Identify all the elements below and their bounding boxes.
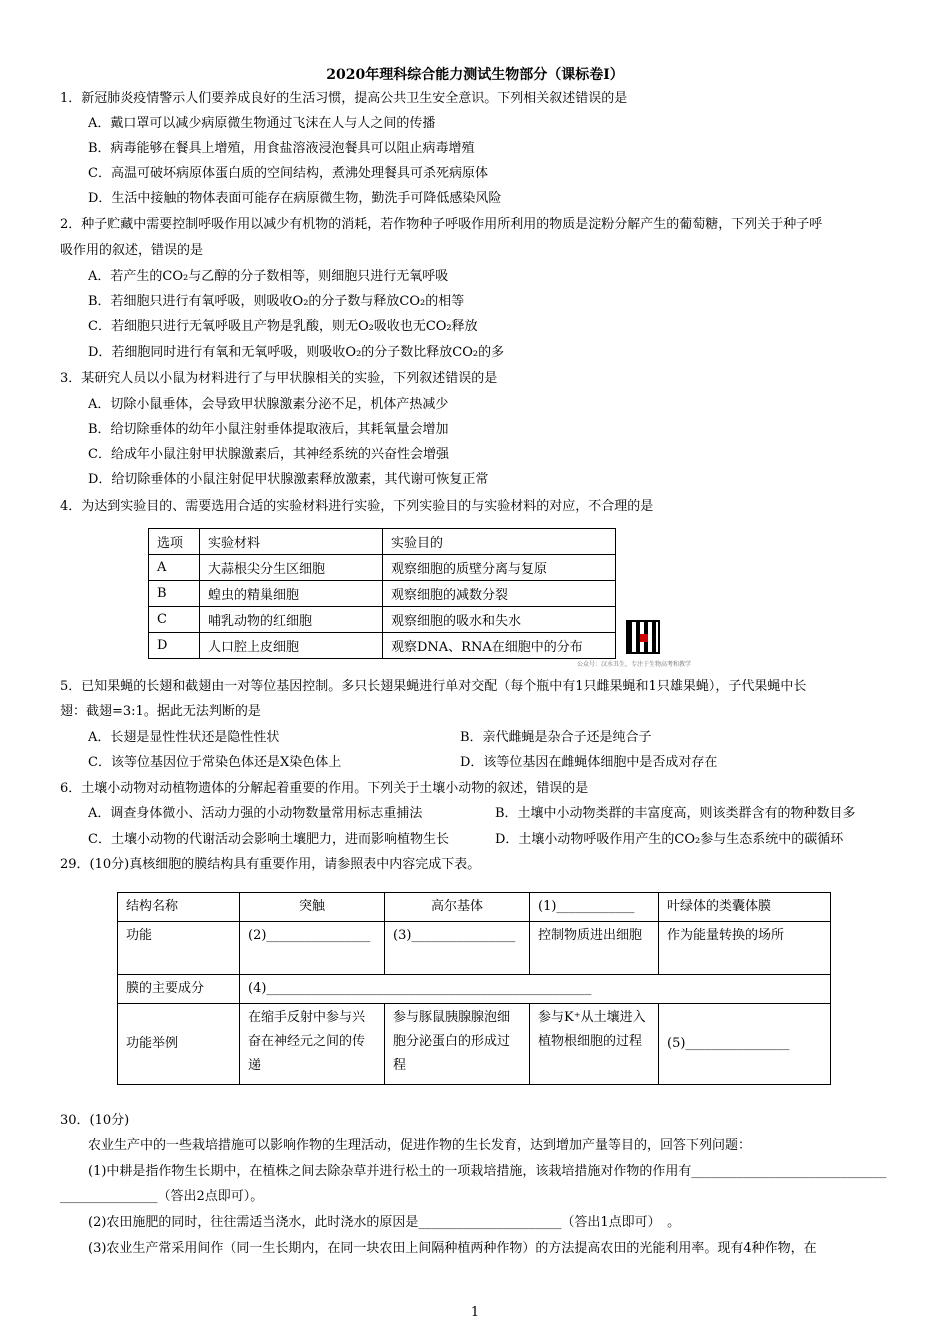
table-cell: 功能 [118,922,240,975]
q6-option-c: C．土壤小动物的代谢活动会影响土壤肥力，进而影响植物生长 [88,832,449,847]
table-row [149,633,616,659]
q3-option-b: B．给切除垂体的幼年小鼠注射垂体提取液后，其耗氧量会增加 [88,422,449,437]
q30-part1-cont: _______________（答出2点即可）。 [60,1189,264,1204]
q6-option-d: D．土壤小动物呼吸作用产生的CO₂参与生态系统中的碳循环 [495,832,844,847]
q1-option-b: B．病毒能够在餐具上增殖，用食盐溶液浸泡餐具可以阻止病毒增殖 [88,141,475,156]
q6-option-b: B．土壤中小动物类群的丰富度高，则该类群含有的物种数目多 [495,806,856,821]
q2-stem: 2．种子贮藏中需要控制呼吸作用以减少有机物的消耗，若作物种子呼吸作用所利用的物质是淀粉分解产生的葡萄糖，下列关于种子呼 [60,217,823,232]
q1-option-d: D．生活中接触的物体表面可能存在病原微生物，勤洗手可降低感染风险 [88,191,502,206]
table-cell: 参与K⁺从土壤进入植物根细胞的过程 [530,1004,659,1085]
table-cell: 观察DNA、RNA在细胞中的分布 [383,633,616,659]
q5-option-b: B．亲代雌蝇是杂合子还是纯合子 [460,730,652,745]
q2-stem-cont: 吸作用的叙述，错误的是 [60,243,204,258]
q30-part1: (1)中耕是指作物生长期中，在植株之间去除杂草并进行松土的一项栽培措施，该栽培措施对作物的作用有______________________________ [88,1164,887,1179]
q2-option-a: A．若产生的CO₂与乙醇的分子数相等，则细胞只进行无氧呼吸 [88,269,449,284]
q5-stem-cont: 翅：截翅=3:1。据此无法判断的是 [60,704,261,719]
q1-option-c: C．高温可破坏病原体蛋白质的空间结构，煮沸处理餐具可杀死病原体 [88,166,488,181]
table-header-cell: 实验目的 [383,529,616,555]
qr-caption: 公众号：汉水丑生，专注于生物高考和教学 [577,661,692,668]
page-title: 2020年理科综合能力测试生物部分（课标卷Ⅰ） [326,67,624,83]
q30-part2: (2)农田施肥的同时，往往需适当浇水，此时浇水的原因是______________________（答出1点即可） 。 [88,1215,681,1230]
table-cell: B [149,581,200,607]
q6-option-a: A．调查身体微小、活动力强的小动物数量常用标志重捕法 [88,806,423,821]
q30-part3: (3)农业生产常采用间作（同一生长期内，在同一块农田上间隔种植两种作物）的方法提高农田的光能利用率。现有4种作物，在 [88,1241,817,1256]
table-cell: (5)________________ [659,1004,831,1085]
q29-stem: 29．(10分)真核细胞的膜结构具有重要作用，请参照表中内容完成下表。 [60,857,481,872]
q3-option-c: C．给成年小鼠注射甲状腺激素后，其神经系统的兴奋性会增强 [88,447,449,462]
q5-option-a: A．长翅是显性性状还是隐性性状 [88,730,280,745]
table-cell: 参与豚鼠胰腺腺泡细胞分泌蛋白的形成过程 [385,1004,530,1085]
table-header-row [149,529,616,555]
q5-option-d: D．该等位基因在雌蝇体细胞中是否成对存在 [460,755,718,770]
table-row [118,893,831,922]
q5-option-c: C．该等位基因位于常染色体还是X染色体上 [88,755,342,770]
q4-table [148,528,616,659]
table-row [149,555,616,581]
q4-stem: 4．为达到实验目的、需要选用合适的实验材料进行实验，下列实验目的与实验材料的对应，不合理的是 [60,499,654,514]
table-cell: 在缩手反射中参与兴奋在神经元之间的传递 [240,1004,385,1085]
table-row [118,1004,831,1085]
q29-table [117,892,831,1085]
table-cell: 突触 [240,893,385,922]
table-cell: D [149,633,200,659]
table-cell: 高尔基体 [385,893,530,922]
table-cell: 观察细胞的吸水和失水 [383,607,616,633]
q5-stem: 5．已知果蝇的长翅和截翅由一对等位基因控制。多只长翅果蝇进行单对交配（每个瓶中有1只雌果蝇和1只雄果蝇），子代果蝇中长 [60,679,807,694]
q30-stem: 30．(10分) [60,1113,130,1128]
table-cell: 哺乳动物的红细胞 [200,607,383,633]
table-cell: 结构名称 [118,893,240,922]
table-cell: 观察细胞的减数分裂 [383,581,616,607]
q6-stem: 6．土壤小动物对动植物遗体的分解起着重要的作用。下列关于土壤小动物的叙述，错误的是 [60,781,589,796]
q3-stem: 3．某研究人员以小鼠为材料进行了与甲状腺相关的实验，下列叙述错误的是 [60,371,498,386]
table-cell: (1)____________ [530,893,659,922]
table-cell: 膜的主要成分 [118,975,240,1004]
table-row [118,975,831,1004]
table-cell: 作为能量转换的场所 [659,922,831,975]
table-cell: 观察细胞的质壁分离与复原 [383,555,616,581]
qr-code-icon [626,620,660,654]
q3-option-d: D．给切除垂体的小鼠注射促甲状腺激素释放激素，其代谢可恢复正常 [88,472,489,487]
q30-intro: 农业生产中的一些栽培措施可以影响作物的生理活动，促进作物的生长发育，达到增加产量等目的，回答下列问题： [88,1138,752,1153]
table-cell: (4)__________________________________________________ [240,975,831,1004]
table-cell: 大蒜根尖分生区细胞 [200,555,383,581]
q2-option-c: C．若细胞只进行无氧呼吸且产物是乳酸，则无O₂吸收也无CO₂释放 [88,319,478,334]
table-cell: 控制物质进出细胞 [530,922,659,975]
table-cell: A [149,555,200,581]
table-cell: (2)________________ [240,922,385,975]
q2-option-d: D．若细胞同时进行有氧和无氧呼吸，则吸收O₂的分子数比释放CO₂的多 [88,345,505,360]
table-cell: 蝗虫的精巢细胞 [200,581,383,607]
table-header-cell: 选项 [149,529,200,555]
table-header-cell: 实验材料 [200,529,383,555]
q2-option-b: B．若细胞只进行有氧呼吸，则吸收O₂的分子数与释放CO₂的相等 [88,294,465,309]
table-cell: (3)________________ [385,922,530,975]
table-cell: C [149,607,200,633]
table-cell: 叶绿体的类囊体膜 [659,893,831,922]
table-row [149,607,616,633]
table-cell: 人口腔上皮细胞 [200,633,383,659]
table-row [118,922,831,975]
q3-option-a: A．切除小鼠垂体，会导致甲状腺激素分泌不足，机体产热减少 [88,397,449,412]
q1-option-a: A．戴口罩可以减少病原微生物通过飞沫在人与人之间的传播 [88,116,436,131]
table-row [149,581,616,607]
q1-stem: 1．新冠肺炎疫情警示人们要养成良好的生活习惯，提高公共卫生安全意识。下列相关叙述错误的是 [60,91,628,106]
table-cell: 功能举例 [118,1004,240,1085]
page-number: 1 [470,1305,480,1320]
